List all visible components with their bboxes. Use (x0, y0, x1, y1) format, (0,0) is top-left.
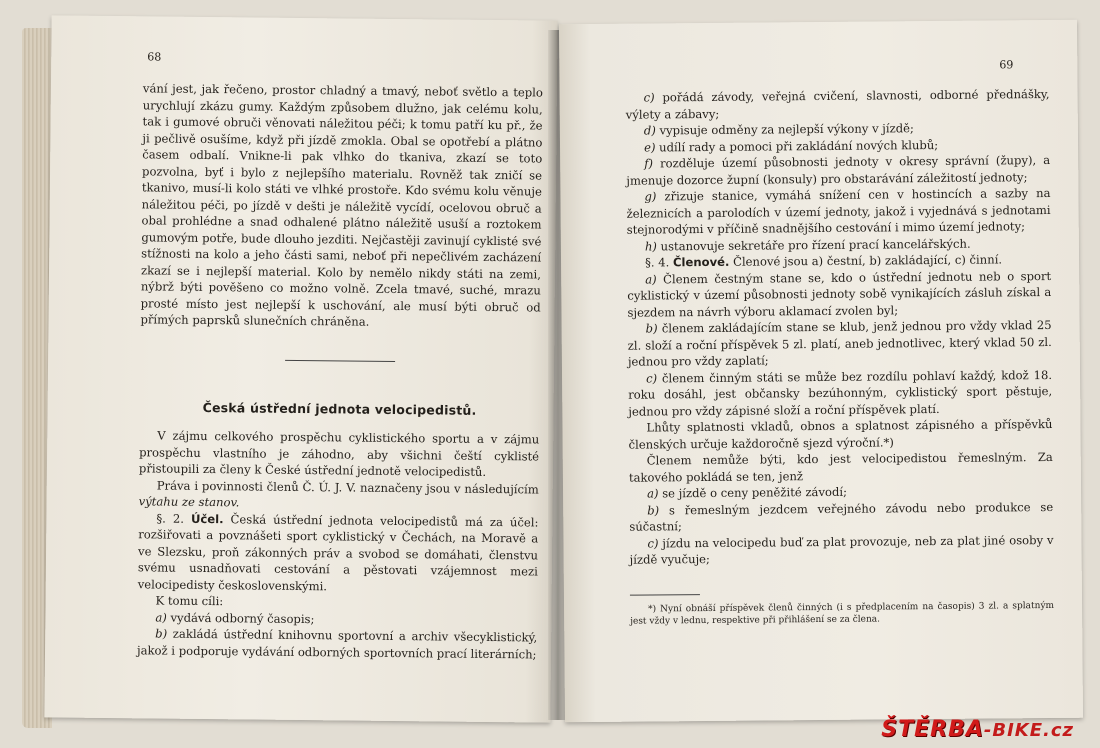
item-text: Členem čestným stane se, kdo o ústřední jednotu neb o sport cyklistický v území působnosti jednoty sobě vynikajících zásluh získal a sjezdem na návrh výboru aklamací zvolen byl; (627, 268, 1052, 320)
item-label: h) (644, 238, 657, 254)
item-label: b) (647, 502, 660, 518)
paragraph-exclusion: Členem nemůže býti, kdo jest velocipedistou řemeslným. Za takového pokládá se ten, jenž (628, 449, 1053, 485)
section-heading: Česká ústřední jednota velocipedistů. (202, 399, 477, 418)
item-text: jízdu na velocipedu buď za plat provozuje, neb za plat jiné osoby v jízdě vyučuje; (629, 532, 1054, 567)
purpose-item-b (137, 625, 537, 662)
item-label: f) (644, 156, 654, 171)
item-text: s řemeslným jezdcem veřejného závodu nebo produkce se súčastní; (629, 499, 1054, 534)
watermark-logo (881, 717, 1074, 742)
section-2-number: §. 2. (156, 510, 192, 526)
paragraph-rubber-care: vání jest, jak řečeno, prostor chladný a tmavý, neboť světlo a teplo urychlují zkázu gumy. Každým způsobem dlužno, jak celému kolu, tak i gumové obruči věnovati náležitou péči; k tomu patří ku př., že ji pečlivě osušíme, když při jízdě zmokla. Obal se opotřebí a plátno časem odbalí. Vnikne-li pak vlhko do tkaniva, zkazí se toto pozvolna, byť i bylo z nejlepšího materialu. Rovněž tak zničí se tkanivo, musí-li kolo státi ve vlhké prostoře. Kdo svému kolu věnuje náležitou péči, po jízdě v dešti je náležitě vycídí, ocelovou obruč a obal prohlédne a snad odhalené plátno náležitě usuší a roztokem gumovým potře, bude dlouho jezditi. Nejčastěji zavinují cyklisté své stížnosti na kolo a jeho části sami, neboť při nepečlivém zacházení zkazí se i nejlepší material. Kolo by nemělo nikdy státi na zemi, nýbrž býti pověšeno co možno volně. Zcela tmavé, suché, mrazu prosté místo jest nejlepší k uschování, ale musí býti obruč od přímých paprsků slunečních chráněna. (140, 81, 543, 329)
section-4-text: Členové jsou a) čestní, b) zakládající, c) činní. (729, 252, 1003, 269)
section-2-text: Česká ústřední jednota velocipedistů má za účel: rozšiřovati a povznášeti sport cyklistický v Čechách, na Moravě a ve Slezsku, proň zákonných práv a svobod se domáhati, členstvu svému usnadňovati cestování a pěstovati vzájemnost mezi velocipedisty československými. (137, 511, 539, 593)
item-text: pořádá závody, veřejná cvičení, slavnosti, odborné přednášky, výlety a zábavy; (625, 86, 1050, 122)
item-text: ustanovuje sekretáře pro řízení prací kancelářských. (656, 236, 971, 253)
section-2-paragraph (138, 510, 539, 597)
item-text: vypisuje odměny za nejlepší výkony v jízdě; (655, 121, 914, 138)
item-text: zakládá ústřední knihovnu sportovní a archiv všecyklistický, jakož i podporuje vydávání odborných sportovních prací literárních; (136, 626, 538, 661)
rights-italic: výtahu ze stanov. (138, 494, 240, 510)
rights-text: Práva i povinnosti členů Č. Ú. J. V. naznačeny jsou v následujícím (156, 477, 539, 496)
members-list (627, 267, 1052, 419)
item-label: c) (643, 90, 655, 105)
right-page-text (626, 86, 1055, 628)
page-number-left: 68 (147, 50, 162, 64)
item-label: b) (645, 321, 658, 336)
item-text: členem činným státi se může bez rozdílu pohlaví každý, kdož 18. roku dosáhl, jest občansky bezúhonným, cyklistický sport pěstuje, jednou pro vždy zápisné složí a roční příspěvek platí. (628, 367, 1053, 419)
purpose-item (626, 185, 1050, 238)
page-number-right: 69 (999, 58, 1014, 72)
item-text: vydává odborný časopis; (166, 610, 315, 626)
exclusions-list (629, 482, 1054, 568)
left-page (44, 15, 557, 722)
item-label: c) (647, 535, 659, 551)
item-text: udílí rady a pomoci při zakládání nových klubů; (655, 137, 939, 154)
purpose-items-list (626, 86, 1051, 255)
item-label: a) (647, 486, 659, 501)
member-item (628, 366, 1052, 419)
item-text: zřizuje stanice, vymáhá snížení cen v hostincích a sazby na železnicích a parolodích v území jednoty, jakož i vyjednává s jednotami stejnorodými v příčině snadnějšího cestování i mimo území jednoty; (626, 185, 1051, 237)
paragraph-membership-appeal: V zájmu celkového prospěchu cyklistického sportu a v zájmu prospěchu vlastního je záhodno, aby všichni čeští cyklisté přistoupili za členy k České ústřední jednotě velocipedistů. (138, 428, 540, 479)
item-label: d) (643, 123, 656, 138)
purpose-item (626, 86, 1050, 123)
item-text: členem zakládajícím stane se klub, jenž jednou pro vždy vklad 25 zl. složí a roční příspěvek 5 zl. platí, aneb jednotlivec, který vklad 50 zl. jednou pro vždy zaplatí; (627, 317, 1052, 369)
item-label: e) (643, 139, 656, 155)
item-label: c) (645, 370, 658, 386)
member-item (628, 317, 1052, 370)
exclusion-item (629, 531, 1053, 568)
item-label: a) (645, 271, 657, 287)
member-item (627, 267, 1051, 320)
footnote-divider (630, 594, 700, 596)
section-2-title: Účel. (190, 511, 224, 526)
item-text: se jízdě o ceny peněžité závodí; (658, 484, 848, 501)
item-text: rozděluje území působnosti jednoty v okresy správní (župy), a jmenuje dozorce župní (konsuly) pro obstarávání záležitostí jednoty; (626, 152, 1051, 188)
section-4-number: §. 4. (644, 255, 674, 270)
right-page (559, 20, 1083, 722)
paragraph-deadlines: Lhůty splatnosti vkladů, obnos a splatnost zápisného a příspěvků členských určuje každoročně sjezd výroční.*) (628, 416, 1053, 452)
footnote: *) Nyní obnáší příspěvek členů činných (i s předplacením na časopis) 3 zl. a splatným jest vždy v lednu, respektive při přihlášení se za člena. (630, 600, 1055, 627)
watermark-suffix: -BIKE.cz (983, 720, 1074, 741)
item-label: b) (155, 626, 168, 641)
item-label: a) (155, 609, 167, 625)
left-page-text (137, 80, 543, 662)
section-4-title: Členové. (672, 254, 730, 270)
paragraph-rights (139, 477, 539, 514)
exclusion-item (629, 498, 1053, 535)
k-tomu-cili: K tomu cíli: (155, 593, 224, 609)
purpose-item (626, 152, 1050, 189)
item-label: g) (644, 189, 657, 204)
watermark-brand: ŠTĚRBA (881, 717, 984, 742)
section-divider (285, 359, 395, 361)
